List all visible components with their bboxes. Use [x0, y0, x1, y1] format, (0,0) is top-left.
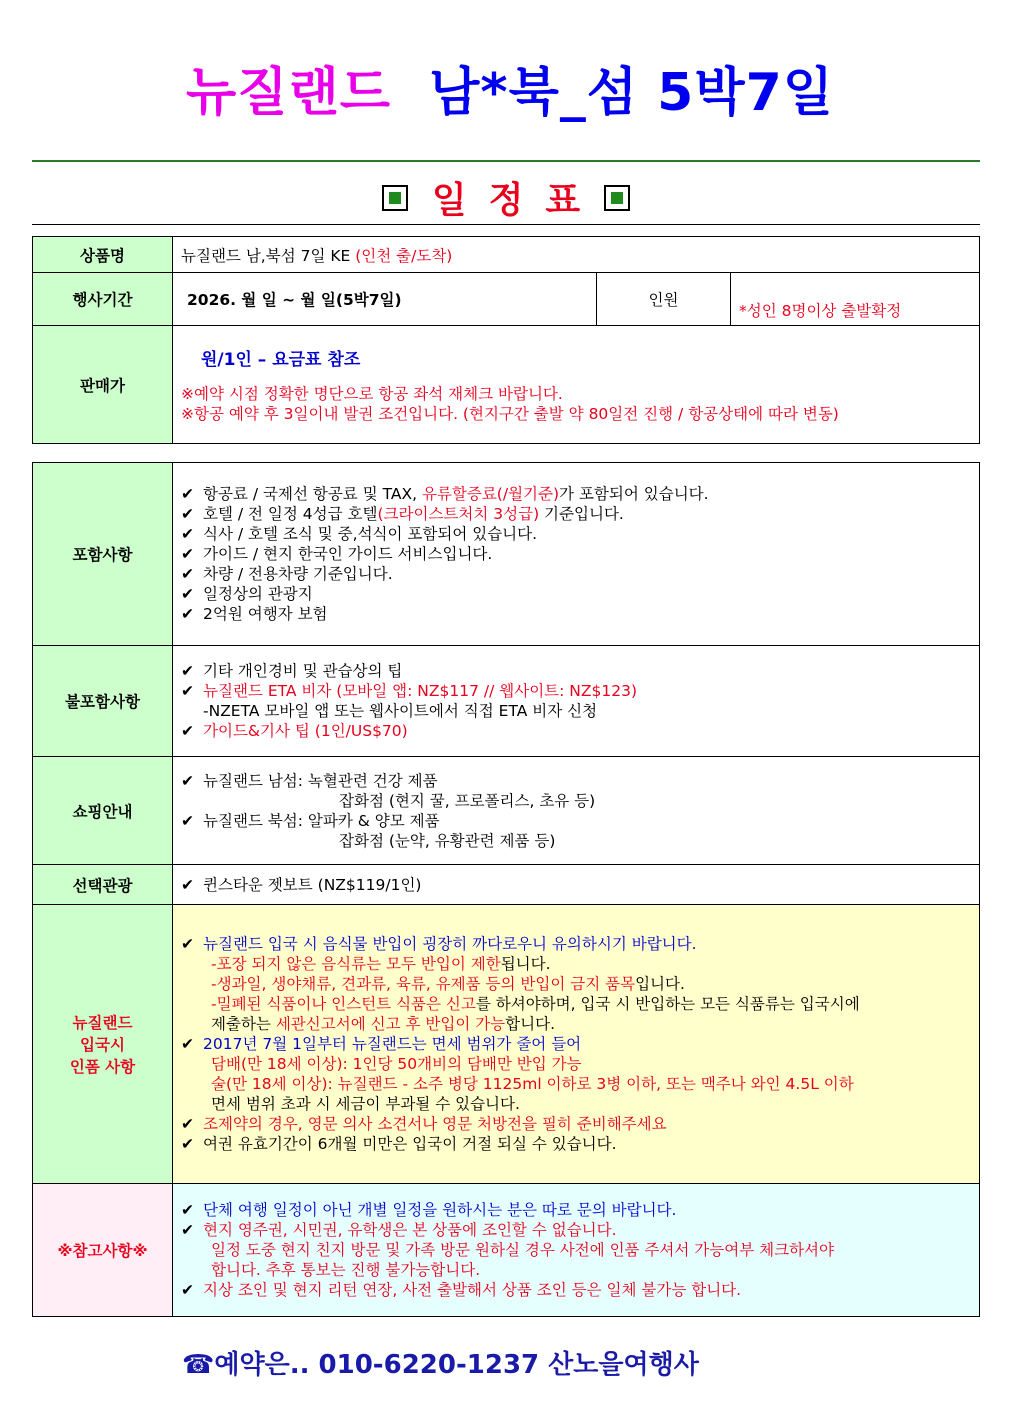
notes-list: ✔ 단체 여행 일정이 아닌 개별 일정을 원하시는 분은 따로 문의 바랍니다. ✔ 현지 영주권, 시민권, 유학생은 본 상품에 조인할 수 없습니다. 일정 도중 현지 친지 방문 및 가족 방문 원하실 경우 사전에 인품 주셔서 가능여부 체크하셔야 합니다. 추후 통보는 진행 불가능합니다. ✔ 지상 조인 및 현지 리턴 연장, 사전 출발해서 상품 조인 등은 일체 불가능 합니다.: [173, 1184, 980, 1317]
optional-list: ✔ 퀸스타운 젯보트 (NZ$119/1인): [173, 865, 980, 905]
price-note-2: ※항공 예약 후 3일이내 발권 조건입니다. (현지구간 출발 약 80일전 진행 / 항공상태에 따라 변동): [181, 405, 839, 423]
included-label: 포함사항: [33, 463, 173, 646]
title-tour: 남*북_섬 5박7일: [429, 63, 834, 123]
green-square-icon: [604, 185, 630, 211]
included-list: ✔ 항공료 / 국제선 항공료 및 TAX, 유류할증료(/월기준)가 포함되어 있습니다. ✔ 호텔 / 전 일정 4성급 호텔(크라이스트처치 3성급) 기준입니다. ✔ 식사 / 호텔 조식 및 중,석식이 포함되어 있습니다. ✔ 가이드 / 현지 한국인 가이드 서비스입니다. ✔ 차량 / 전용차량 기준입니다. ✔ 일정상의 관광지 ✔ 2억원 여행자 보험: [173, 463, 980, 646]
entry-list: ✔ 뉴질랜드 입국 시 음식물 반입이 굉장히 까다로우니 유의하시기 바랍니다. -포장 되지 않은 음식류는 모두 반입이 제한됩니다. -생과일, 생야채류, 견과류, 육류, 유제품 등의 반입이 금지 품목입니다. -밀폐된 식품이나 인스턴트 식품은 신고를 하셔야하며, 입국 시 반입하는 모든 식품류는 입국시에 제출하는 세관신고서에 신고 후 반입이 가능합니다. ✔ 2017년 7월 1일부터 뉴질랜드는 면세 범위가 줄어 들어 담배(만 18세 이상): 1인당 50개비의 담배만 반입 가능 술(만 18세 이상): 뉴질랜드 - 소주 병당 1125ml 이하로 3병 이하, 또는 맥주나 와인 4.5L 이하 면세 범위 초과 시 세금이 부과될 수 있습니다. ✔ 조제약의 경우, 영문 의사 소견서나 영문 처방전을 필히 준비해주세요 ✔ 여권 유효기간이 6개월 미만은 입국이 거절 되실 수 있습니다.: [173, 905, 980, 1184]
entry-label: 뉴질랜드 입국시 인폼 사항: [33, 905, 173, 1184]
price-note-1: ※예약 시점 정확한 명단으로 항공 좌석 재체크 바랍니다.: [181, 385, 563, 403]
optional-label: 선택관광: [33, 865, 173, 905]
people-value: *성인 8명이상 출발확정: [731, 273, 980, 326]
people-label: 인원: [597, 273, 731, 326]
schedule-header: [32, 162, 980, 225]
green-square-icon: [382, 185, 408, 211]
price-label: 판매가: [33, 326, 173, 444]
product-label: 상품명: [33, 237, 173, 273]
title-country: 뉴질랜드: [186, 63, 391, 123]
page-title: [0, 50, 1020, 125]
period-label: 행사기간: [33, 273, 173, 326]
schedule-heading: 일정표: [431, 180, 603, 221]
notes-label: ※참고사항※: [33, 1184, 173, 1317]
shopping-list: ✔ 뉴질랜드 남섬: 녹혈관련 건강 제품 잡화점 (현지 꿀, 프로폴리스, 초유 등) ✔ 뉴질랜드 북섬: 알파카 & 양모 제품 잡화점 (눈약, 유황관련 제품 등): [173, 757, 980, 865]
excluded-list: ✔ 기타 개인경비 및 관습상의 팁 ✔ 뉴질랜드 ETA 비자 (모바일 앱: NZ$117 // 웹사이트: NZ$123) -NZETA 모바일 앱 또는 웹사이트에서 직접 ETA 비자 신청 ✔ 가이드&기사 팁 (1인/US$70): [173, 646, 980, 757]
product-value: 뉴질랜드 남,북섬 7일 KE (인천 출/도착): [173, 237, 980, 273]
details-table: [32, 462, 980, 1317]
contact-footer: ☎예약은.. 010-6220-1237 산노을여행사: [182, 1350, 699, 1380]
info-table: [32, 236, 980, 444]
period-value: 2026. 월 일 ~ 월 일(5박7일): [173, 273, 597, 326]
price-cell: [173, 326, 980, 444]
shopping-label: 쇼핑안내: [33, 757, 173, 865]
excluded-label: 불포함사항: [33, 646, 173, 757]
price-main: 원/1인 – 요금표 참조: [201, 350, 361, 370]
